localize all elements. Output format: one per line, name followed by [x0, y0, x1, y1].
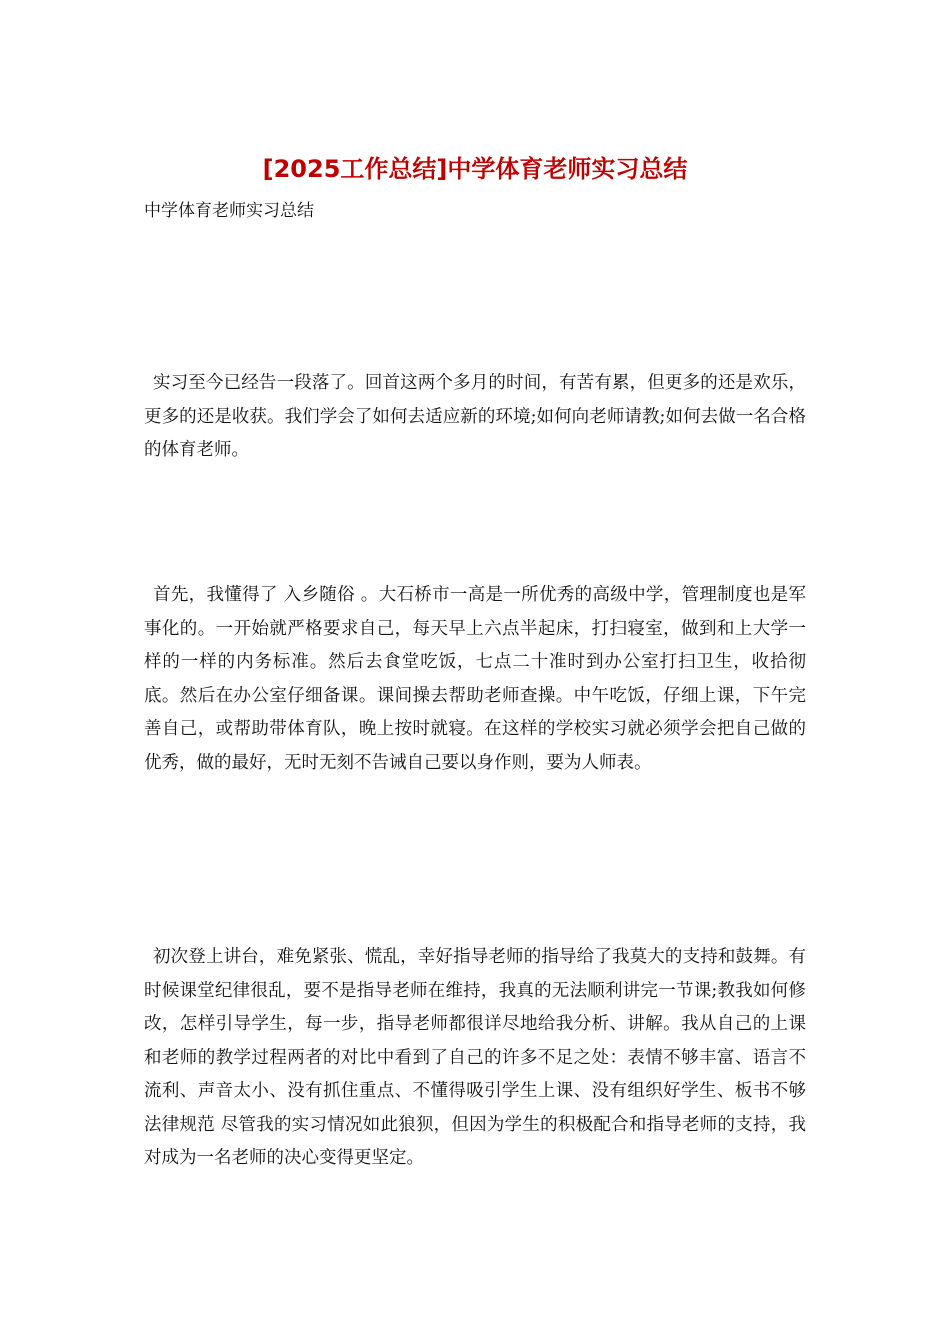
paragraph-3: 初次登上讲台，难免紧张、慌乱，幸好指导老师的指导给了我莫大的支持和鼓舞。有时候课堂纪律很乱，要不是指导老师在维持，我真的无法顺利讲完一节课;教我如何修改，怎样引导学生，每一步，指导老师都很详尽地给我分析、讲解。我从自己的上课和老师的教学过程两者的对比中看到了自己的许多不足之处：表情不够丰富、语言不流利、声音太小、没有抓住重点、不懂得吸引学生上课、没有组织好学生、板书不够法律规范 尽管我的实习情况如此狼狈，但因为学生的积极配合和指导老师的支持，我对成为一名老师的决心变得更坚定。: [144, 947, 806, 1168]
document-title: [2025工作总结]中学体育老师实习总结: [262, 155, 688, 183]
paragraph-1: 实习至今已经告一段落了。回首这两个多月的时间，有苦有累，但更多的还是欢乐，更多的还是收获。我们学会了如何去适应新的环境;如何向老师请教;如何去做一名合格的体育老师。: [144, 373, 806, 460]
paragraph-2: 首先，我懂得了 入乡随俗 。大石桥市一高是一所优秀的高级中学，管理制度也是军事化的。一开始就严格要求自己，每天早上六点半起床，打扫寝室，做到和上大学一样的一样的内务标准。然后去食堂吃饭，七点二十准时到办公室打扫卫生，收拾彻底。然后在办公室仔细备课。课间操去帮助老师查操。中午吃饭，仔细上课，下午完善自己，或帮助带体育队，晚上按时就寝。在这样的学校实习就必须学会把自己做的优秀，做的最好，无时无刻不告诫自己要以身作则，要为人师表。: [144, 585, 806, 773]
document-subtitle: 中学体育老师实习总结: [144, 201, 314, 221]
